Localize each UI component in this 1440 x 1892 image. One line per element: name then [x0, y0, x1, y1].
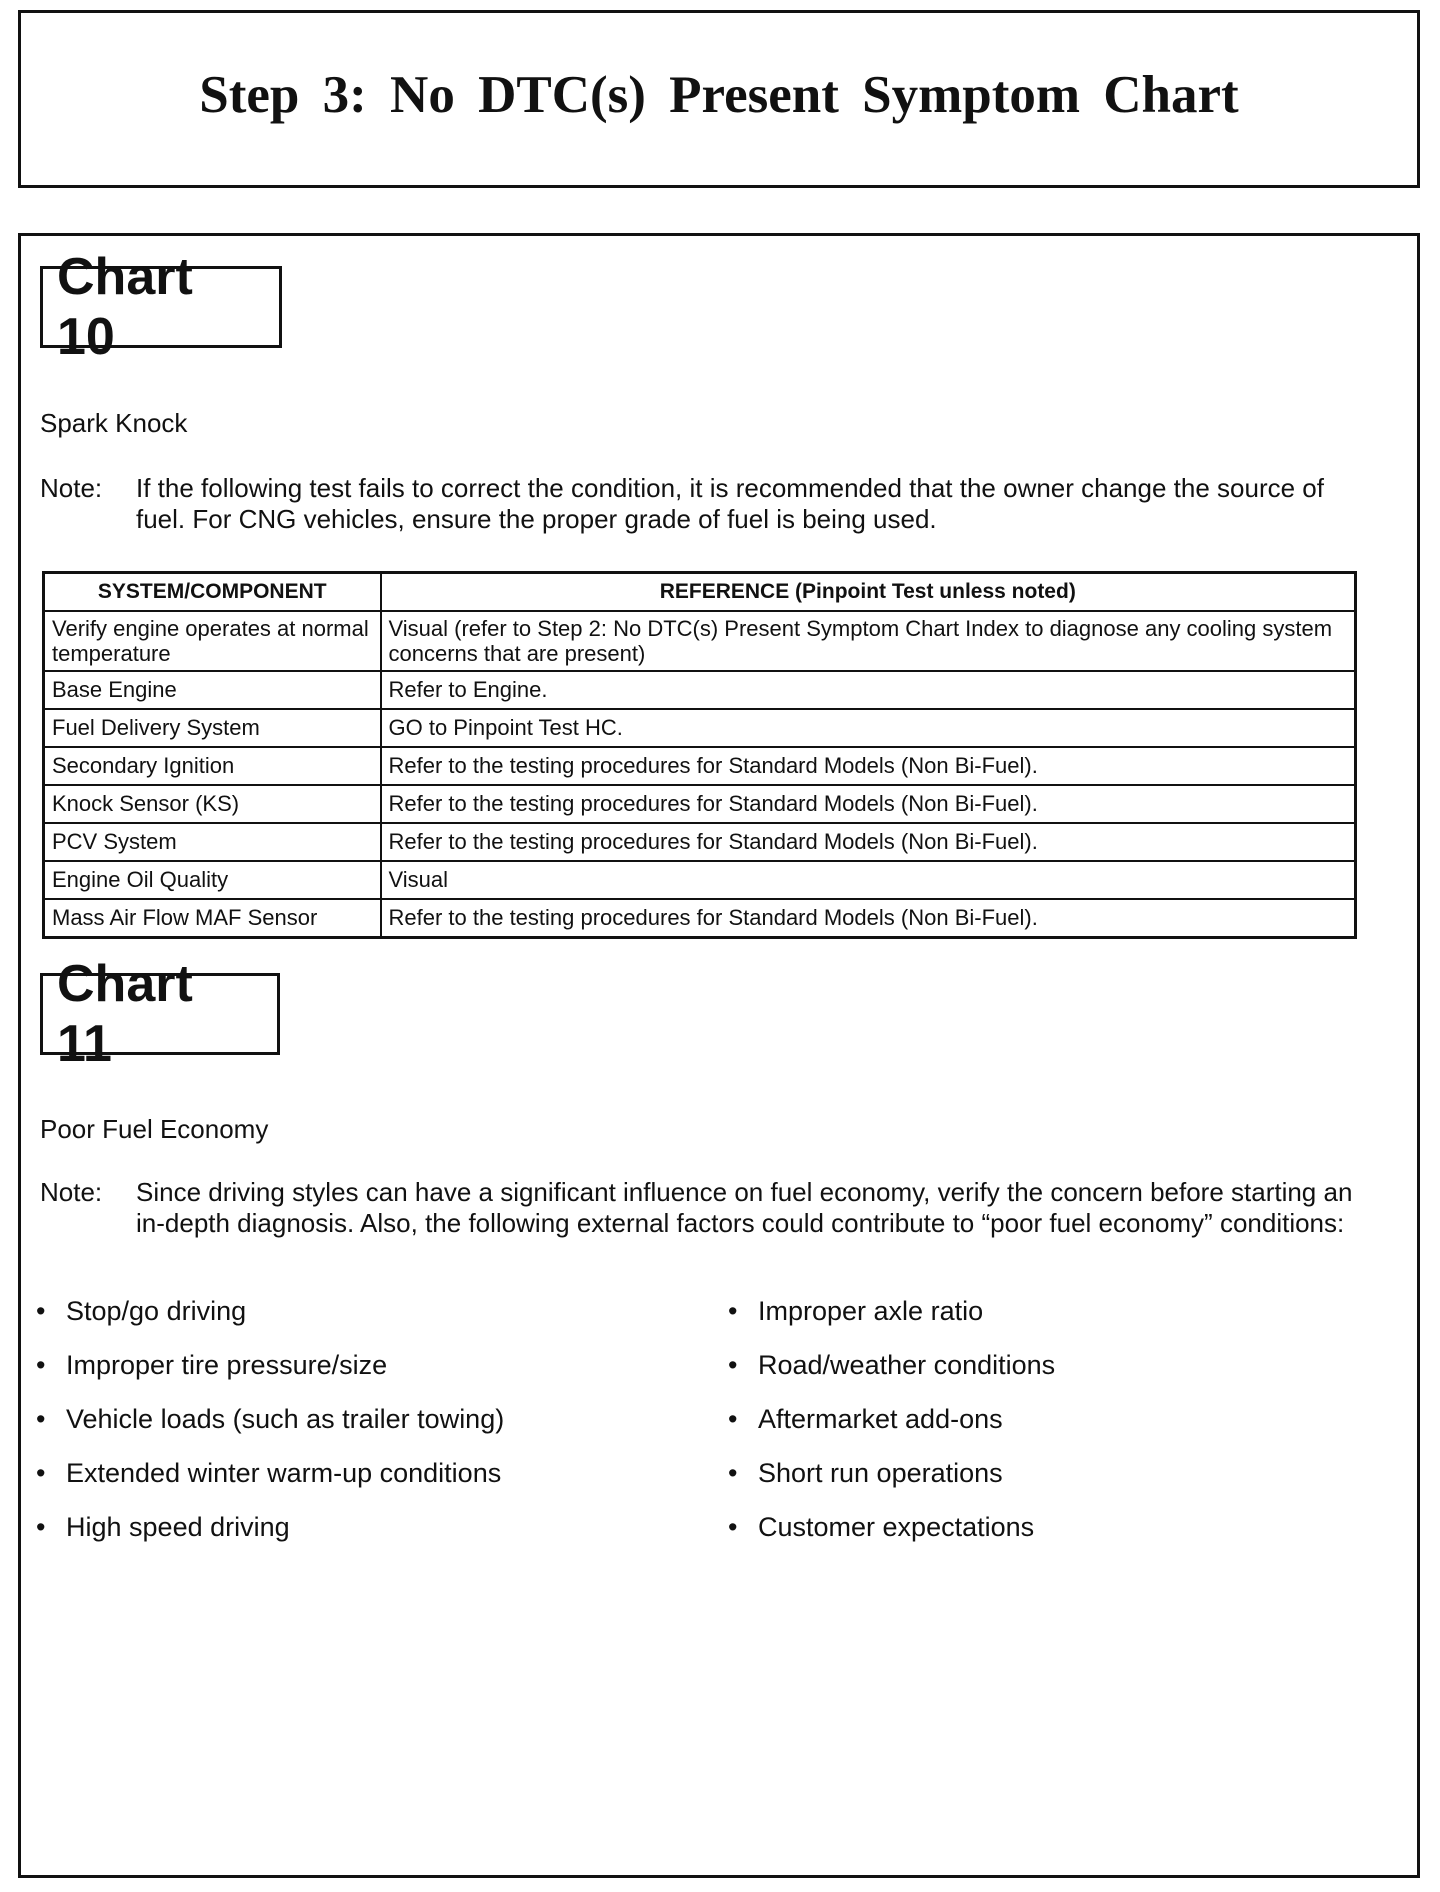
table-row: [44, 899, 1356, 938]
table-row: [44, 823, 1356, 861]
bullet-icon: •: [728, 1296, 738, 1326]
column-header-system: SYSTEM/COMPONENT: [44, 573, 381, 612]
note-label: Note:: [40, 473, 103, 503]
note-text: If the following test fails to correct the condition, it is recommended that the owner change the source of fuel. For CNG vehicles, ensure the proper grade of fuel is being used.: [136, 473, 1324, 534]
list-item: • Stop/go driving: [36, 1296, 504, 1350]
page-title: Step 3: No DTC(s) Present Symptom Chart: [199, 66, 1239, 124]
table-row: [44, 611, 1356, 671]
system-cell: Mass Air Flow MAF Sensor: [44, 899, 381, 938]
bullet-icon: •: [36, 1458, 46, 1488]
factors-list-left: [36, 1296, 504, 1566]
table-row: [44, 861, 1356, 899]
system-cell: Base Engine: [44, 671, 381, 709]
note-label: Note:: [40, 1177, 103, 1207]
list-item: • Extended winter warm-up conditions: [36, 1458, 504, 1512]
page-title-box: [18, 10, 1420, 188]
chart-11-note: [40, 1177, 1375, 1239]
reference-cell: Refer to the testing procedures for Standard Models (Non Bi-Fuel).: [381, 899, 1356, 938]
chart-10-note: [40, 473, 1375, 535]
reference-table: [42, 571, 1357, 939]
list-item: • High speed driving: [36, 1512, 504, 1566]
bullet-icon: •: [36, 1404, 46, 1434]
list-item: • Improper tire pressure/size: [36, 1350, 504, 1404]
column-header-reference: REFERENCE (Pinpoint Test unless noted): [381, 573, 1356, 612]
list-item: • Vehicle loads (such as trailer towing): [36, 1404, 504, 1458]
list-item: • Short run operations: [728, 1458, 1055, 1512]
reference-cell: Refer to the testing procedures for Standard Models (Non Bi-Fuel).: [381, 823, 1356, 861]
list-item: • Road/weather conditions: [728, 1350, 1055, 1404]
bullet-icon: •: [36, 1350, 46, 1380]
bullet-icon: •: [728, 1404, 738, 1434]
reference-cell: Visual (refer to Step 2: No DTC(s) Present Symptom Chart Index to diagnose any cooling system concerns that are present): [381, 611, 1356, 671]
system-cell: Engine Oil Quality: [44, 861, 381, 899]
bullet-icon: •: [728, 1458, 738, 1488]
reference-cell: Visual: [381, 861, 1356, 899]
bullet-icon: •: [36, 1512, 46, 1542]
note-text: Since driving styles can have a significant influence on fuel economy, verify the concern before starting an in-depth diagnosis. Also, the following external factors could contribute to “poor fuel economy” conditions:: [136, 1177, 1353, 1238]
bullet-icon: •: [36, 1296, 46, 1326]
chart-10-heading: Chart 10: [40, 266, 282, 348]
bullet-icon: •: [728, 1512, 738, 1542]
table-row: [44, 747, 1356, 785]
list-item: • Improper axle ratio: [728, 1296, 1055, 1350]
chart-10-subtitle: Spark Knock: [40, 408, 188, 438]
chart-11-heading: Chart 11: [40, 973, 280, 1055]
system-cell: Fuel Delivery System: [44, 709, 381, 747]
bullet-icon: •: [728, 1350, 738, 1380]
table-row: [44, 709, 1356, 747]
system-cell: Secondary Ignition: [44, 747, 381, 785]
system-cell: Verify engine operates at normal temperature: [44, 611, 381, 671]
system-cell: Knock Sensor (KS): [44, 785, 381, 823]
table-row: [44, 785, 1356, 823]
chart-11-subtitle: Poor Fuel Economy: [40, 1114, 269, 1144]
table-row: [44, 671, 1356, 709]
reference-cell: Refer to the testing procedures for Standard Models (Non Bi-Fuel).: [381, 747, 1356, 785]
reference-cell: GO to Pinpoint Test HC.: [381, 709, 1356, 747]
list-item: • Customer expectations: [728, 1512, 1055, 1566]
factors-list-right: [728, 1296, 1055, 1566]
reference-cell: Refer to the testing procedures for Standard Models (Non Bi-Fuel).: [381, 785, 1356, 823]
system-cell: PCV System: [44, 823, 381, 861]
list-item: • Aftermarket add-ons: [728, 1404, 1055, 1458]
table-header-row: [44, 573, 1356, 612]
reference-cell: Refer to Engine.: [381, 671, 1356, 709]
